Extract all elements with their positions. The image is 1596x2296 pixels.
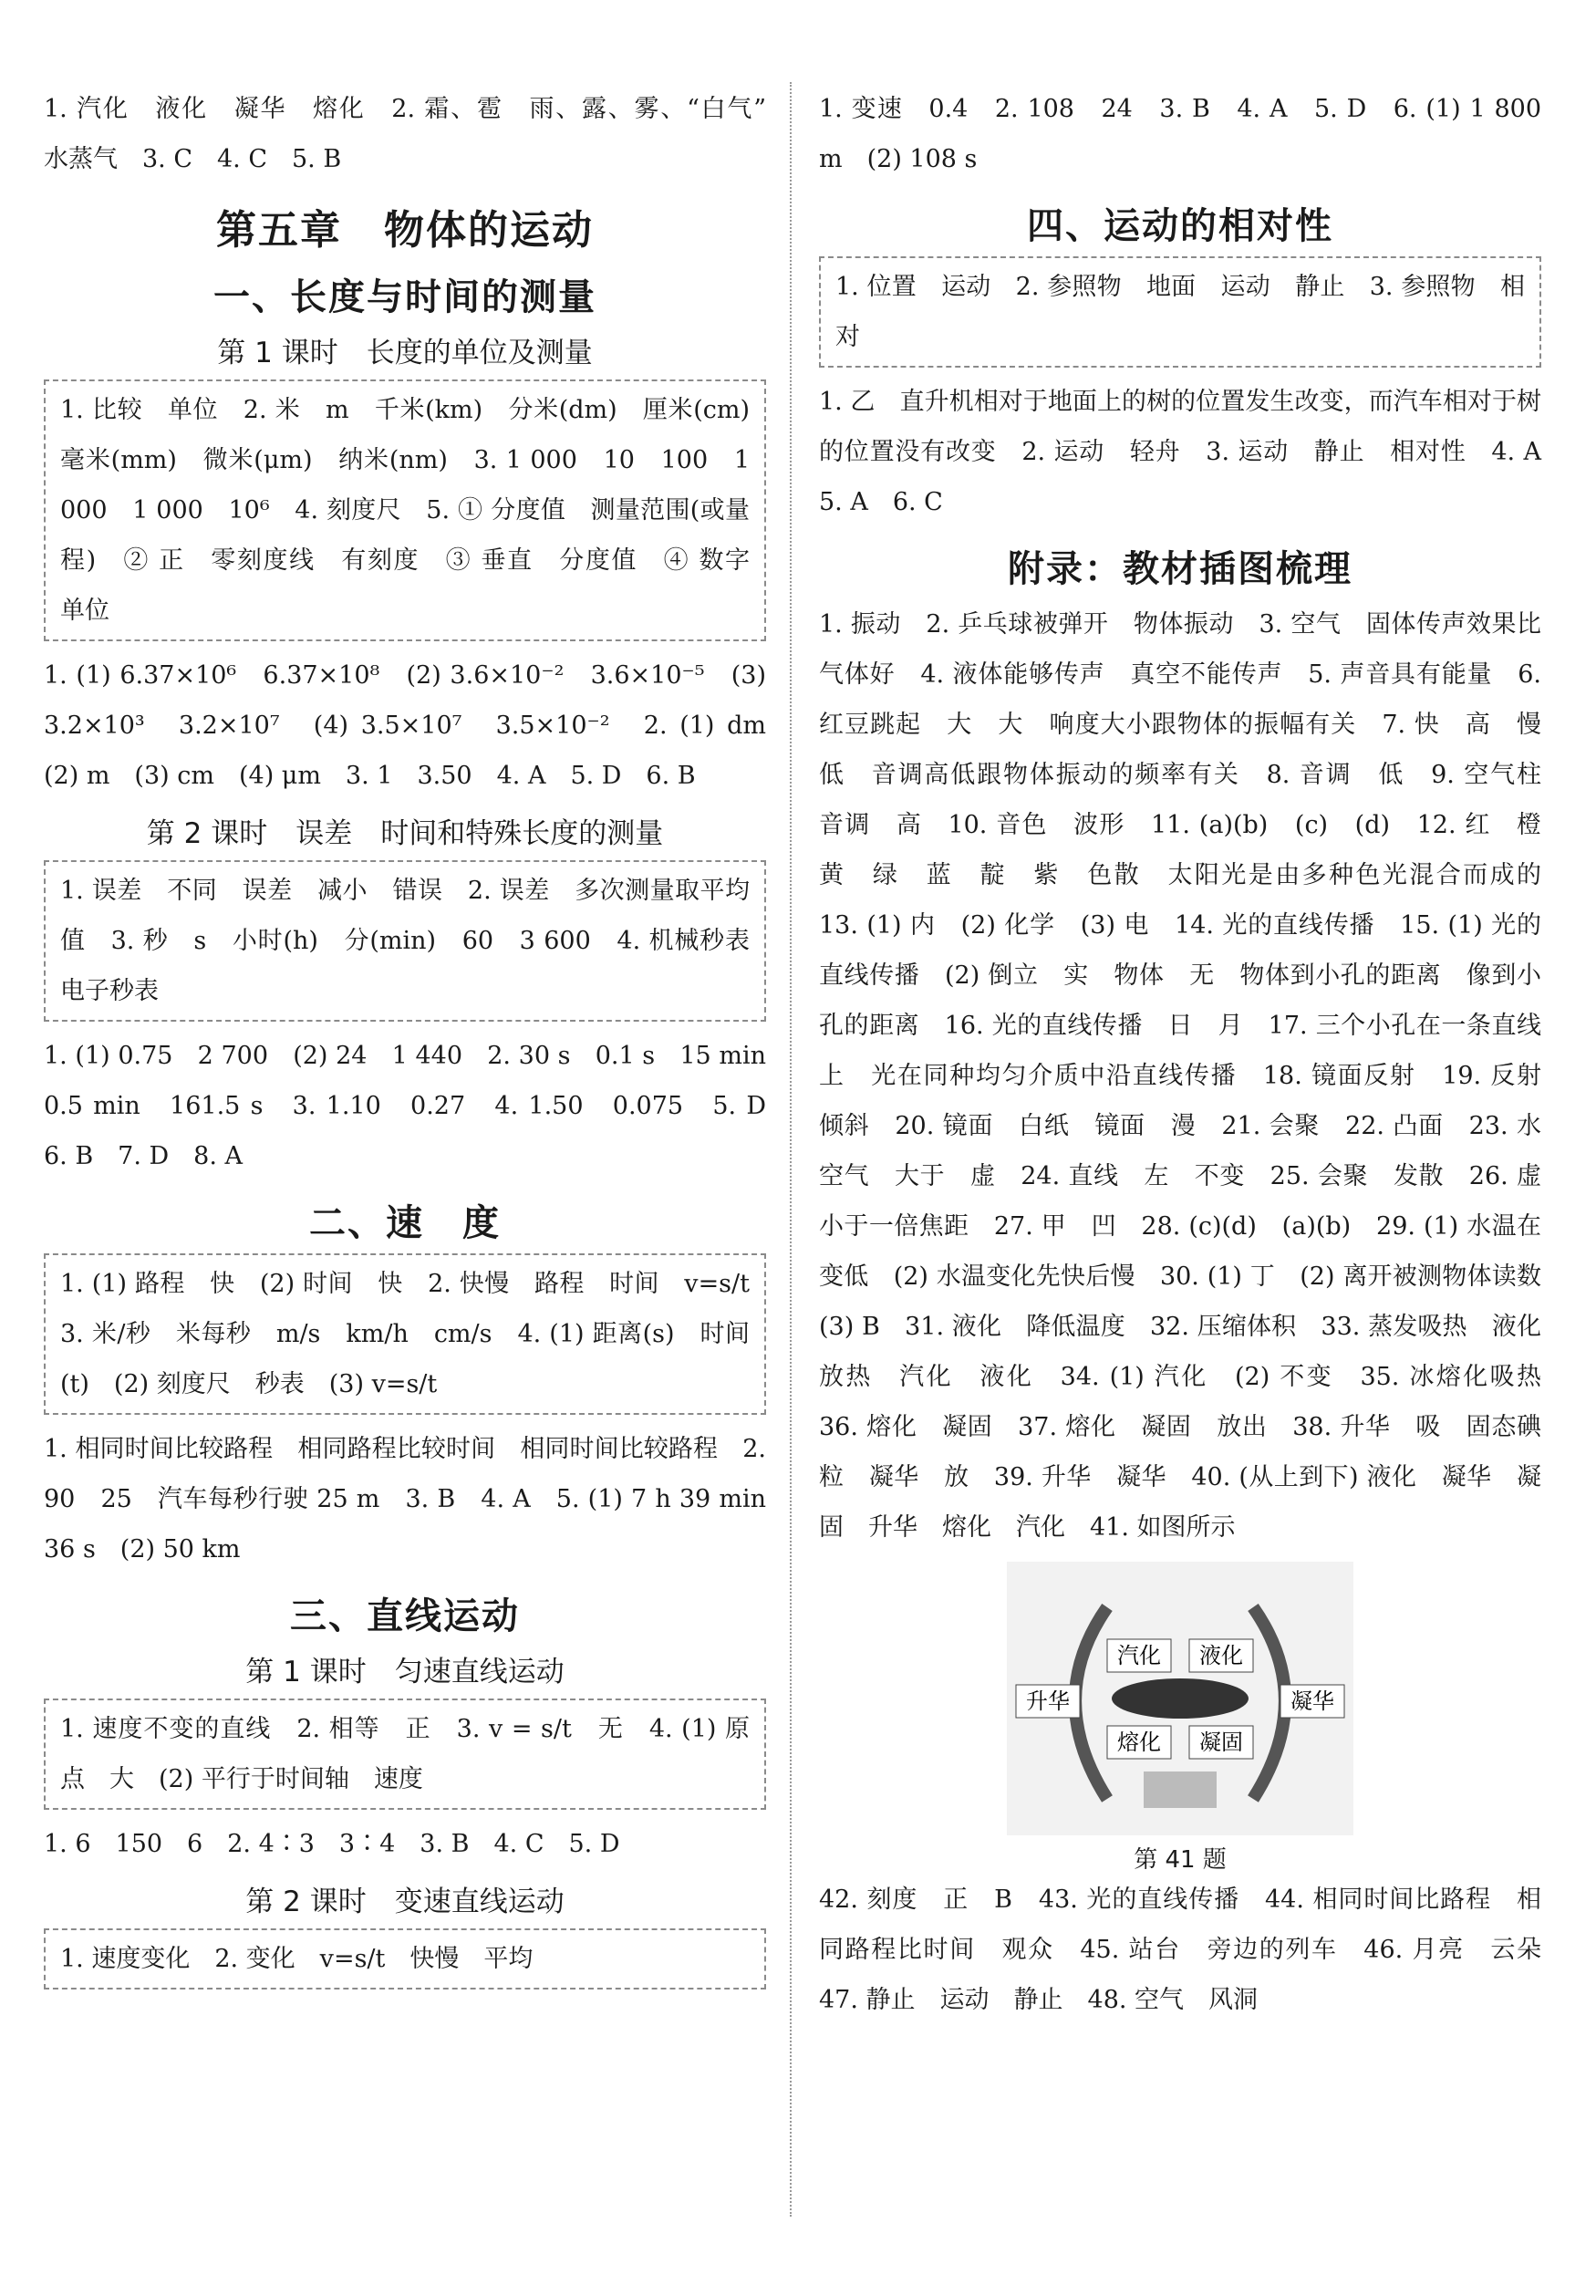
label-solidification: 凝固 <box>1199 1730 1243 1755</box>
section-4-box <box>819 256 1541 368</box>
section-3-lesson-1-answers: 1. 6 150 6 2. 4∶3 3∶4 3. B 4. C 5. D <box>44 1830 620 1858</box>
right-intro-answers: 1. 变速 0.4 2. 108 24 3. B 4. A 5. D 6. (1) 1 800 m (2) 108 s <box>819 95 1541 173</box>
section-1-lesson-2-title: 第 2 课时 误差 时间和特殊长度的测量 <box>146 817 664 850</box>
section-2-box <box>44 1253 774 1415</box>
appendix-title: 附录：教材插图梳理 <box>1008 548 1352 590</box>
box-text: 1. 误差 不同 误差 减小 错误 2. 误差 多次测量取平均值 3. 秒 s 小时(h) 分(min) 60 3 600 4. 机械秒表 电子秒表 <box>60 877 774 1005</box>
figure-caption: 第 41 题 <box>1134 1846 1227 1874</box>
section-1-lesson-1-title: 第 1 课时 长度的单位及测量 <box>217 337 593 369</box>
section-1-lesson-1-box <box>44 379 774 641</box>
section-3-lesson-2-title: 第 2 课时 变速直线运动 <box>245 1886 565 1918</box>
box-text: 1. 比较 单位 2. 米 m 千米(km) 分米(dm) 厘米(cm) 毫米(mm) 微米(μm) 纳米(nm) 3. 1 000 10 100 1 000 1 000 10⁶ 4. 刻度尺 5. ① 分度值 测量范围(或量程) ② 正 零刻度线 有刻度 ③ 垂直 分度值 ④ 数字 单位 <box>60 396 774 625</box>
label-deposition: 凝华 <box>1290 1688 1334 1714</box>
column-divider <box>790 82 793 2217</box>
left-column <box>44 84 791 1999</box>
section-2-title: 二、速 度 <box>309 1202 501 1244</box>
section-2-answers: 1. 相同时间比较路程 相同路程比较时间 相同时间比较路程 2. 90 25 汽车每秒行驶 25 m 3. B 4. A 5. (1) 7 h 39 min 36 s (2) 50 km <box>44 1435 766 1564</box>
label-liquefaction: 液化 <box>1199 1643 1243 1668</box>
heat-source <box>1144 1771 1217 1808</box>
left-intro-answers: 1. 汽化 液化 凝华 熔化 2. 霜、雹 雨、露、雾、“白气” 水蒸气 3. C 4. C 5. B <box>44 95 791 173</box>
section-1-title: 一、长度与时间的测量 <box>213 276 596 318</box>
section-3-lesson-2-box <box>44 1928 766 1990</box>
label-melting: 熔化 <box>1117 1730 1161 1755</box>
figure-41 <box>819 1562 1541 1875</box>
box-text: 1. 速度变化 2. 变化 v=s/t 快慢 平均 <box>60 1945 534 1973</box>
box-text: 1. 位置 运动 2. 参照物 地面 运动 静止 3. 参照物 相对 <box>835 273 1525 351</box>
section-4-answers: 1. 乙 直升机相对于地面上的树的位置发生改变，而汽车相对于树的位置没有改变 2. 运动 轻舟 3. 运动 静止 相对性 4. A 5. A 6. C <box>819 388 1566 516</box>
right-column <box>819 84 1566 2025</box>
section-3-lesson-1-title: 第 1 课时 匀速直线运动 <box>245 1656 565 1688</box>
box-text: 1. (1) 路程 快 (2) 时间 快 2. 快慢 路程 时间 v=s/t 3. 米/秒 米每秒 m/s km/h cm/s 4. (1) 距离(s) 时间(t) (2) 刻度尺 秒表 (3) v=s/t <box>60 1270 774 1398</box>
section-1-lesson-2-answers: 1. (1) 0.75 2 700 (2) 24 1 440 2. 30 s 0.1 s 15 min 0.5 min 161.5 s 3. 1.10 0.27 4. 1.50 0.075 5. D 6. B 7. D 8. A <box>44 1042 791 1170</box>
section-1-lesson-1-answers: 1. (1) 6.37×10⁶ 6.37×10⁸ (2) 3.6×10⁻² 3.6×10⁻⁵ (3) 3.2×10³ 3.2×10⁷ (4) 3.5×10⁷ 3.5×10⁻² 2. (1) dm (2) m (3) cm (4) μm 3. 1 3.50 4. A 5. D 6. B <box>44 661 791 790</box>
section-1-lesson-2-box <box>44 860 774 1022</box>
phase-change-diagram <box>1007 1562 1353 1835</box>
label-sublimation: 升华 <box>1026 1688 1070 1714</box>
final-answers: 42. 刻度 正 B 43. 光的直线传播 44. 相同时间比路程 相同路程比时间 观众 45. 站台 旁边的列车 46. 月亮 云朵 47. 静止 运动 静止 48. 空气 风洞 <box>819 1886 1566 2014</box>
section-3-lesson-1-box <box>44 1699 766 1810</box>
chapter-title: 第五章 物体的运动 <box>216 207 594 254</box>
section-4-title: 四、运动的相对性 <box>1027 205 1333 247</box>
evaporating-dish <box>1112 1678 1249 1719</box>
section-3-title: 三、直线运动 <box>290 1595 520 1637</box>
appendix-answers: 1. 振动 2. 乒乓球被弹开 物体振动 3. 空气 固体传声效果比气体好 4. 液体能够传声 真空不能传声 5. 声音具有能量 6. 红豆跳起 大 大 响度大小跟物体的振幅有关 7. 快 高 慢 低 音调高低跟物体振动的频率有关 8. 音调 低 9. 空气柱 音调 高 10. 音色 波形 11. (a)(b) (c) (d) 12. 红 橙 黄 绿 蓝 靛 紫 色散 太阳光是由多种色光混合而成的 13. (1) 内 (2) 化学 (3) 电 14. 光的直线传播 15. (1) 光的直线传播 (2) 倒立 实 物体 无 物体到小孔的距离 像到小孔的距离 16. 光的直线传播 日 月 17. 三个小孔在一条直线上 光在同种均匀介质中沿直线传播 18. 镜面反射 19. 反射 倾斜 20. 镜面 白纸 镜面 漫 21. 会聚 22. 凸面 23. 水 空气 大于 虚 24. 直线 左 不变 25. 会聚 发散 26. 虚 小于一倍焦距 27. 甲 凹 28. (c)(d) (a)(b) 29. (1) 水温在变低 (2) 水温变化先快后慢 30. (1) 丁 (2) 离开被测物体读数 (3) B 31. 液化 降低温度 32. 压缩体积 33. 蒸发吸热 液化放热 汽化 液化 34. (1) 汽化 (2) 不变 35. 冰熔化吸热 36. 熔化 凝固 37. 熔化 凝固 放出 38. 升华 吸 固态碘粒 凝华 放 39. 升华 凝华 40. (从上到下) 液化 凝华 凝固 升华 熔化 汽化 41. 如图所示 <box>819 610 1566 1542</box>
label-evaporation: 汽化 <box>1117 1643 1161 1668</box>
box-text: 1. 速度不变的直线 2. 相等 正 3. v = s/t 无 4. (1) 原点 大 (2) 平行于时间轴 速度 <box>60 1715 750 1793</box>
